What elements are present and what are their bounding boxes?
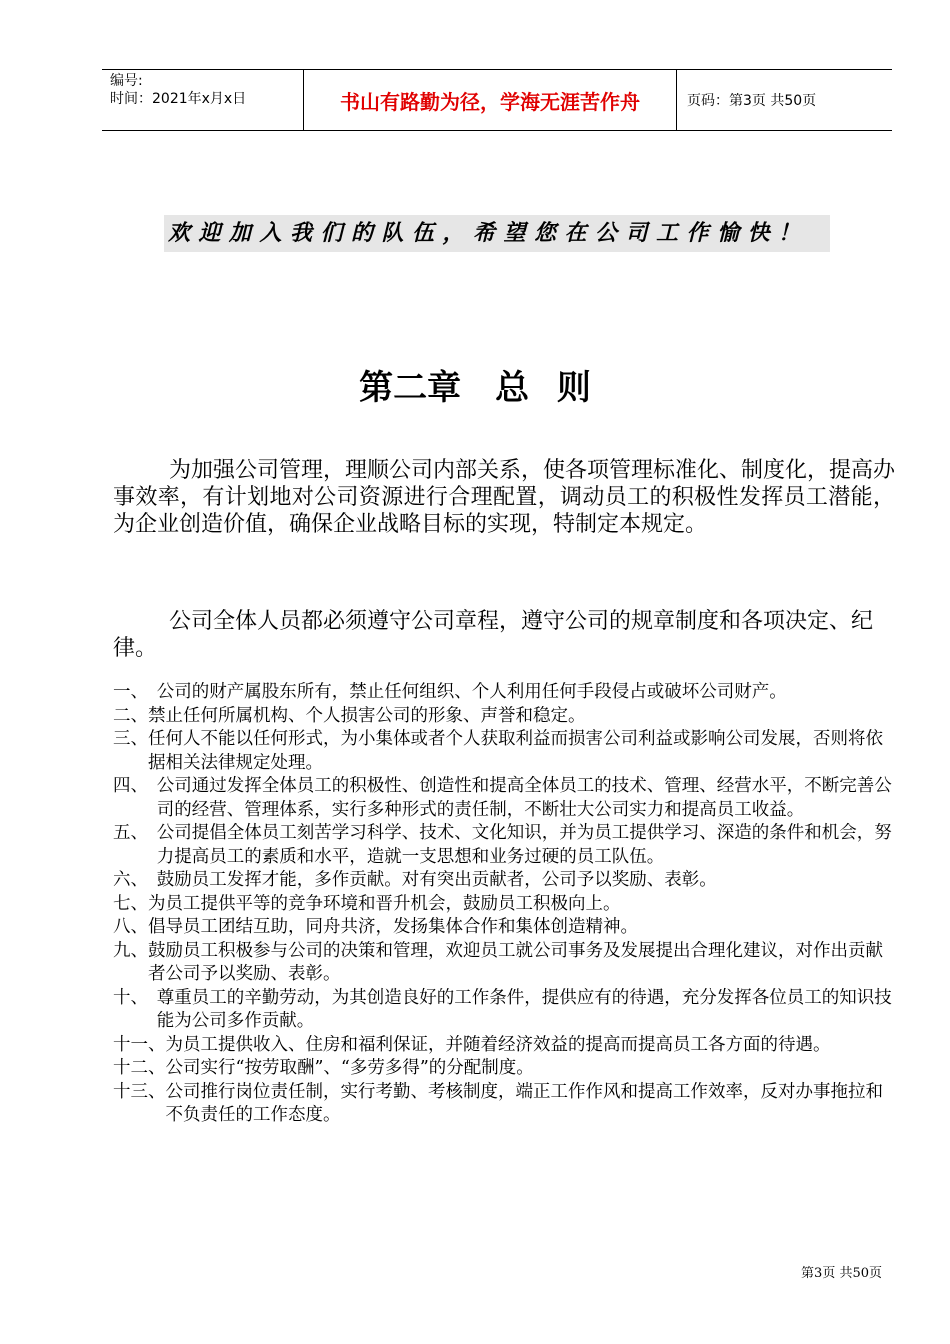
list-item (113, 728, 895, 775)
item-text: 为员工提供平等的竞争环境和晋升机会，鼓励员工积极向上。 (148, 893, 621, 914)
item-text: 禁止任何所属机构、个人损害公司的形象、声誉和稳定。 (148, 705, 586, 726)
item-number: 二、 (113, 705, 148, 726)
list-item (113, 893, 895, 917)
list-item (113, 681, 895, 705)
footer-page-number: 第3页 共50页 (801, 1266, 882, 1281)
header-motto: 书山有路勤为径，学海无涯苦作舟 (304, 70, 677, 130)
item-text: 尊重员工的辛勤劳动，为其创造良好的工作条件，提供应有的待遇，充分发挥各位员工的知识技能为公司多作贡献。 (156, 987, 892, 1031)
item-number: 十一、 (113, 1034, 166, 1055)
chapter-title: 第二章 总 则 (359, 368, 591, 408)
item-number: 一、 (113, 682, 157, 702)
compliance-paragraph: 公司全体人员都必须遵守公司章程，遵守公司的规章制度和各项决定、纪律。 (113, 609, 874, 661)
list-item (113, 822, 895, 869)
item-text: 公司提倡全体员工刻苦学习科学、技术、文化知识，并为员工提供学习、深造的条件和机会，努力提高员工的素质和水平，造就一支思想和业务过硬的员工队伍。 (156, 823, 892, 867)
policy-list (113, 681, 895, 1128)
item-text: 鼓励员工积极参与公司的决策和管理，欢迎员工就公司事务及发展提出合理化建议，对作出贡献者公司予以奖励、表彰。 (148, 940, 883, 984)
document-date-label: 时间：2021年x月x日 (110, 91, 247, 107)
item-text: 倡导员工团结互助，同舟共济，发扬集体合作和集体创造精神。 (148, 917, 638, 937)
list-item (113, 1081, 895, 1128)
item-number: 十、 (113, 987, 157, 1008)
item-text: 公司实行“按劳取酬”、“多劳多得”的分配制度。 (165, 1058, 534, 1078)
item-number: 十二、 (113, 1058, 166, 1078)
item-text: 鼓励员工发挥才能，多作贡献。对有突出贡献者，公司予以奖励、表彰。 (156, 870, 717, 890)
item-text: 公司的财产属股东所有，禁止任何组织、个人利用任何手段侵占或破坏公司财产。 (156, 682, 787, 702)
item-number: 三、 (113, 729, 148, 749)
intro-paragraph: 为加强公司管理，理顺公司内部关系，使各项管理标准化、制度化，提高办事效率，有计划地对公司资源进行合理配置，调动员工的积极性发挥员工潜能，为企业创造价值，确保企业战略目标的实现，特制定本规定。 (113, 458, 896, 537)
item-number: 八、 (113, 917, 148, 937)
item-number: 七、 (113, 893, 148, 914)
list-item (113, 916, 895, 940)
document-number-label: 编号: (110, 73, 143, 89)
item-number: 六、 (113, 870, 157, 890)
page-header (102, 69, 892, 131)
list-item (113, 705, 895, 729)
item-number: 四、 (113, 776, 157, 796)
list-item (113, 869, 895, 893)
list-item (113, 987, 895, 1034)
item-text: 公司通过发挥全体员工的积极性、创造性和提高全体员工的技术、管理、经营水平，不断完善公司的经营、管理体系，实行多种形式的责任制，不断壮大公司实力和提高员工收益。 (156, 776, 892, 820)
item-text: 任何人不能以任何形式，为小集体或者个人获取利益而损害公司利益或影响公司发展，否则将依据相关法律规定处理。 (148, 729, 883, 773)
item-number: 五、 (113, 823, 157, 843)
list-item (113, 775, 895, 822)
header-meta (102, 70, 304, 130)
list-item (113, 1057, 895, 1081)
list-item (113, 1034, 895, 1058)
item-number: 十三、 (113, 1081, 166, 1102)
header-page-number: 页码：第3页 共50页 (687, 93, 817, 109)
item-number: 九、 (113, 940, 148, 961)
welcome-banner: 欢迎加入我们的队伍，希望您在公司工作愉快！ (164, 215, 830, 252)
item-text: 公司推行岗位责任制，实行考勤、考核制度，端正工作作风和提高工作效率，反对办事拖拉和不负责任的工作态度。 (165, 1081, 883, 1125)
list-item (113, 940, 895, 987)
item-text: 为员工提供收入、住房和福利保证，并随着经济效益的提高而提高员工各方面的待遇。 (165, 1034, 831, 1055)
